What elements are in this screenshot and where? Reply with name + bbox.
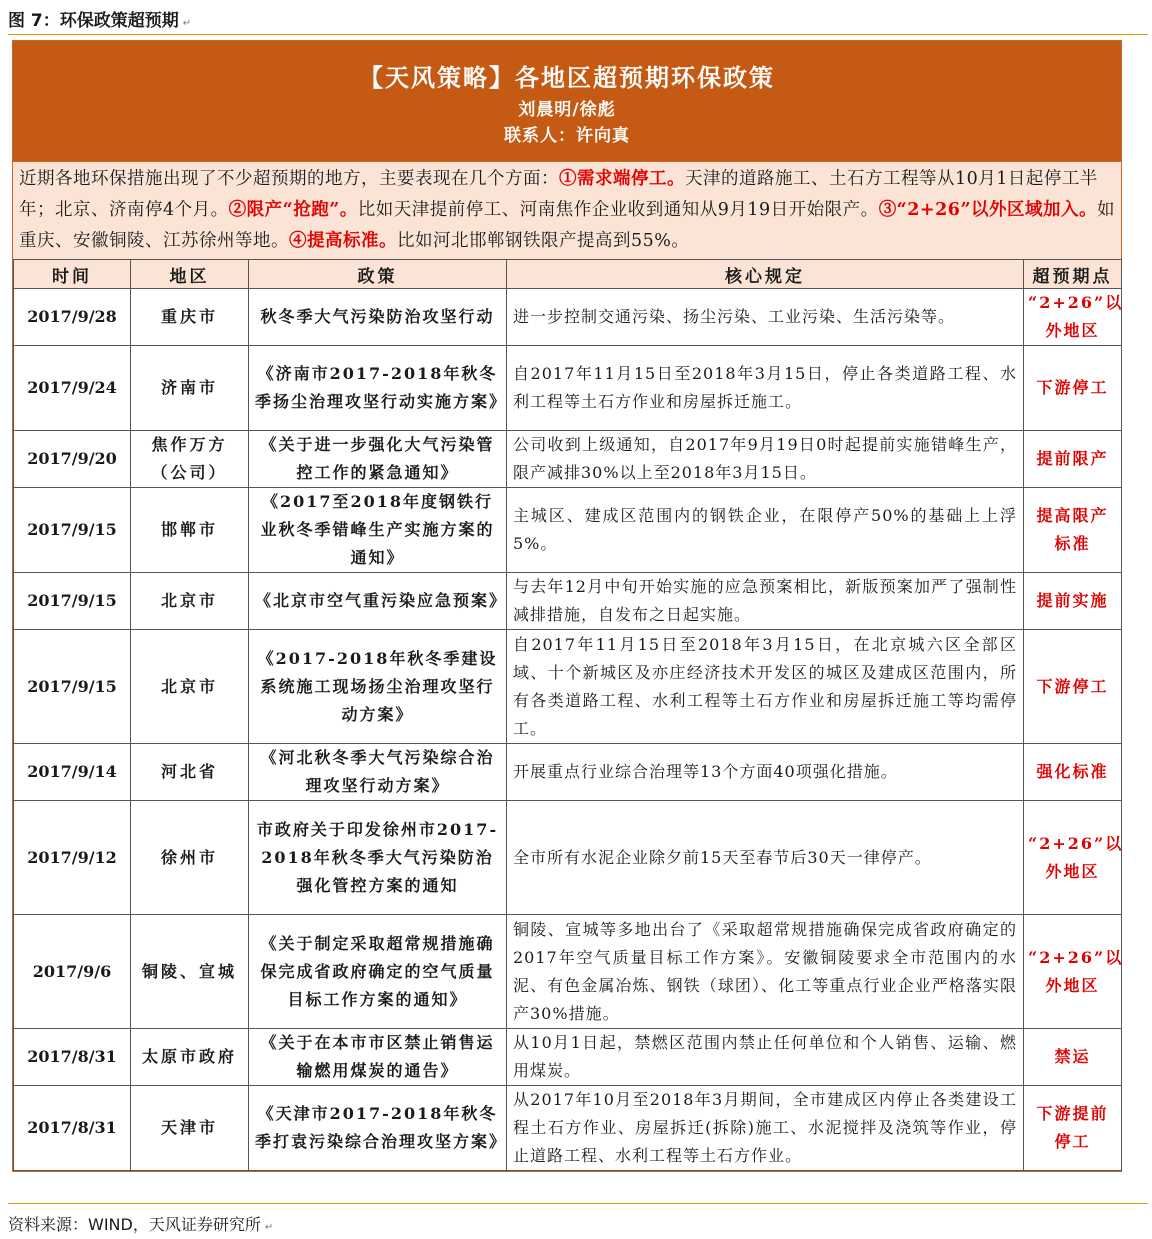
- header-region: 地区: [131, 260, 249, 289]
- table-row: [14, 488, 1122, 573]
- table-row: [14, 744, 1122, 801]
- cell-date: 2017/9/6: [14, 915, 131, 1029]
- cell-policy: 《河北秋冬季大气污染综合治理攻坚行动方案》: [249, 744, 507, 801]
- cell-rule: 从10月1日起，禁燃区范围内禁止任何单位和个人销售、运输、燃用煤炭。: [507, 1029, 1024, 1086]
- cell-region: 济南市: [131, 346, 249, 431]
- table-row: [14, 573, 1122, 630]
- cell-date: 2017/8/31: [14, 1086, 131, 1171]
- cell-policy: 《关于在本市市区禁止销售运输燃用煤炭的通告》: [249, 1029, 507, 1086]
- cell-date: 2017/8/31: [14, 1029, 131, 1086]
- cell-rule: 进一步控制交通污染、扬尘污染、工业污染、生活污染等。: [507, 289, 1024, 346]
- cell-point: 下游提前停工: [1024, 1086, 1122, 1171]
- cell-policy: 市政府关于印发徐州市2017-2018年秋冬季大气污染防治强化管控方案的通知: [249, 801, 507, 915]
- cell-policy: 秋冬季大气污染防治攻坚行动: [249, 289, 507, 346]
- cell-point: “2+26”以外地区: [1024, 801, 1122, 915]
- cell-region: 天津市: [131, 1086, 249, 1171]
- header-rule: 核心规定: [507, 260, 1024, 289]
- cell-rule: 主城区、建成区范围内的钢铁企业，在限停产50%的基础上上浮5%。: [507, 488, 1024, 573]
- source-note: 资料来源：WIND，天风证券研究所 ↵: [8, 1215, 274, 1234]
- cell-date: 2017/9/20: [14, 431, 131, 488]
- cell-point: 提前限产: [1024, 431, 1122, 488]
- cell-point: 提高限产标准: [1024, 488, 1122, 573]
- cell-policy: 《济南市2017-2018年秋冬季扬尘治理攻坚行动实施方案》: [249, 346, 507, 431]
- bottom-divider: [8, 1203, 1148, 1204]
- cell-policy: 《2017至2018年度钢铁行业秋冬季错峰生产实施方案的通知》: [249, 488, 507, 573]
- table-row: [14, 915, 1122, 1029]
- table-row: [14, 801, 1122, 915]
- table-header-row: [14, 260, 1122, 289]
- cell-date: 2017/9/28: [14, 289, 131, 346]
- cell-point: 提前实施: [1024, 573, 1122, 630]
- top-divider: [8, 34, 1148, 35]
- cell-policy: 《关于进一步强化大气污染管控工作的紧急通知》: [249, 431, 507, 488]
- cell-rule: 全市所有水泥企业除夕前15天至春节后30天一律停产。: [507, 801, 1024, 915]
- cell-rule: 铜陵、宣城等多地出台了《采取超常规措施确保完成省政府确定的2017年空气质量目标工作方案》。安徽铜陵要求全市范围内的水泥、有色金属冶炼、钢铁（球团）、化工等重点行业企业严格落实限产30%措施。: [507, 915, 1024, 1029]
- intro-paragraph: 近期各地环保措施出现了不少超预期的地方，主要表现在几个方面：①需求端停工。天津的道路施工、土石方工程等从10月1日起停工半年；北京、济南停4个月。②限产“抢跑”。比如天津提前停工、河南焦作企业收到通知从9月19日开始限产。③“2+26”以外区域加入。如重庆、安徽铜陵、江苏徐州等地。④提高标准。比如河北邯郸钢铁限产提高到55%。: [13, 161, 1121, 259]
- cell-region: 重庆市: [131, 289, 249, 346]
- cell-rule: 开展重点行业综合治理等13个方面40项强化措施。: [507, 744, 1024, 801]
- cell-date: 2017/9/12: [14, 801, 131, 915]
- cell-point: 下游停工: [1024, 630, 1122, 744]
- cell-region: 焦作万方（公司）: [131, 431, 249, 488]
- cell-region: 邯郸市: [131, 488, 249, 573]
- figure-caption: 图 7：环保政策超预期 ↵: [8, 11, 192, 31]
- banner: [13, 41, 1121, 161]
- cell-point: 禁运: [1024, 1029, 1122, 1086]
- cell-rule: 自2017年11月15日至2018年3月15日，停止各类道路工程、水利工程等土石方作业和房屋拆迁施工。: [507, 346, 1024, 431]
- banner-contact: 联系人：许向真: [504, 126, 630, 146]
- header-date: 时间: [14, 260, 131, 289]
- cell-region: 北京市: [131, 630, 249, 744]
- cell-rule: 公司收到上级通知，自2017年9月19日0时起提前实施错峰生产，限产减排30%以上至2018年3月15日。: [507, 431, 1024, 488]
- banner-title: 【天风策略】各地区超预期环保政策: [359, 63, 775, 92]
- cell-region: 河北省: [131, 744, 249, 801]
- cell-date: 2017/9/14: [14, 744, 131, 801]
- table-row: [14, 1086, 1122, 1171]
- cell-region: 徐州市: [131, 801, 249, 915]
- cell-policy: 《2017-2018年秋冬季建设系统施工现场扬尘治理攻坚行动方案》: [249, 630, 507, 744]
- cell-point: “2+26”以外地区: [1024, 289, 1122, 346]
- cell-point: 强化标准: [1024, 744, 1122, 801]
- cell-date: 2017/9/15: [14, 630, 131, 744]
- cell-date: 2017/9/24: [14, 346, 131, 431]
- table-row: [14, 630, 1122, 744]
- policy-table: [13, 259, 1122, 1171]
- cell-rule: 与去年12月中旬开始实施的应急预案相比，新版预案加严了强制性减排措施，自发布之日起实施。: [507, 573, 1024, 630]
- cell-policy: 《天津市2017-2018年秋冬季打袁污染综合治理攻坚方案》: [249, 1086, 507, 1171]
- cell-date: 2017/9/15: [14, 573, 131, 630]
- cell-policy: 《北京市空气重污染应急预案》: [249, 573, 507, 630]
- cell-region: 太原市政府: [131, 1029, 249, 1086]
- header-point: 超预期点: [1024, 260, 1122, 289]
- table-row: [14, 289, 1122, 346]
- table-row: [14, 346, 1122, 431]
- table-row: [14, 431, 1122, 488]
- cell-rule: 从2017年10月至2018年3月期间，全市建成区内停止各类建设工程土石方作业、房屋拆迁(拆除)施工、水泥搅拌及浇筑等作业，停止道路工程、水利工程等土石方作业。: [507, 1086, 1024, 1171]
- policy-card: [12, 40, 1122, 1172]
- cell-point: “2+26”以外地区: [1024, 915, 1122, 1029]
- header-policy: 政策: [249, 260, 507, 289]
- cell-date: 2017/9/15: [14, 488, 131, 573]
- cell-region: 北京市: [131, 573, 249, 630]
- banner-authors: 刘晨明/徐彪: [518, 100, 616, 120]
- cell-rule: 自2017年11月15日至2018年3月15日，在北京城六区全部区域、十个新城区及亦庄经济技术开发区的城区及建成区范围内，所有各类道路工程、水利工程等土石方作业和房屋拆迁施工等均需停工。: [507, 630, 1024, 744]
- table-row: [14, 1029, 1122, 1086]
- cell-region: 铜陵、宣城: [131, 915, 249, 1029]
- cell-point: 下游停工: [1024, 346, 1122, 431]
- cell-policy: 《关于制定采取超常规措施确保完成省政府确定的空气质量目标工作方案的通知》: [249, 915, 507, 1029]
